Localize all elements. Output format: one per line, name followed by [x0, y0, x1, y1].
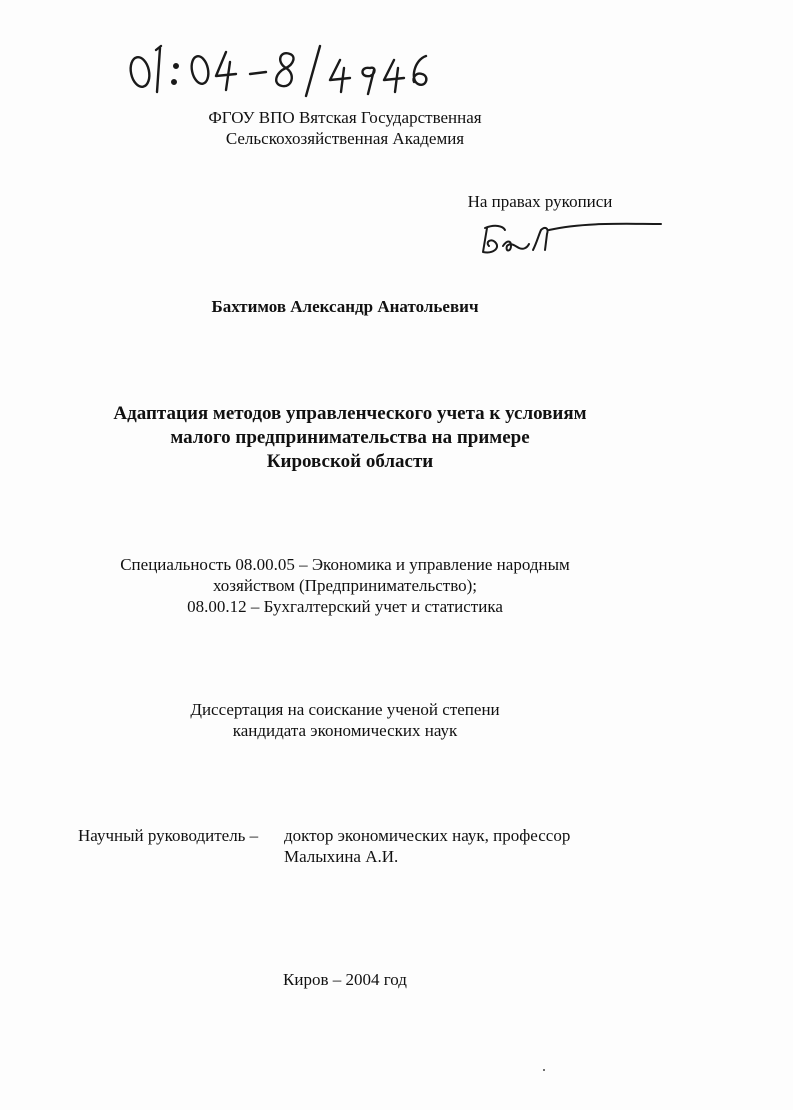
scan-speck	[543, 1069, 545, 1071]
degree-line-2: кандидата экономических наук	[232, 721, 458, 740]
handwritten-code-drawing	[120, 30, 440, 100]
specialty-line-2: хозяйством (Предпринимательство);	[212, 576, 478, 595]
degree-statement	[130, 699, 560, 741]
handwritten-archive-code	[120, 30, 440, 100]
title-line-2: малого предпринимательства на примере	[170, 427, 530, 448]
place-and-year: Киров – 2004 год	[283, 970, 407, 989]
supervisor-details	[284, 825, 570, 867]
specialty-line-3: 08.00.12 – Бухгалтерский учет и статистика	[187, 597, 503, 616]
institution-line-1: ФГОУ ВПО Вятская Государственная	[208, 108, 482, 127]
institution-name	[150, 107, 540, 149]
title-line-1: Адаптация методов управленческого учета к условиям	[113, 403, 587, 424]
degree-line-1: Диссертация на соискание ученой степени	[190, 700, 500, 719]
author-name: Бахтимов Александр Анатольевич	[211, 297, 479, 316]
institution-line-2: Сельскохозяйственная Академия	[225, 129, 465, 148]
dissertation-title	[60, 402, 640, 474]
specialty-line-1: Специальность 08.00.05 – Экономика и управление народным	[120, 555, 570, 574]
supervisor-name: Малыхина А.И.	[284, 847, 399, 866]
signature-drawing	[475, 216, 665, 260]
title-line-3: Кировской области	[266, 451, 434, 472]
manuscript-rights-note: На правах рукописи	[467, 192, 613, 211]
author-signature	[475, 216, 665, 260]
specialty-block	[80, 554, 610, 617]
supervisor-credentials: доктор экономических наук, профессор	[284, 826, 571, 845]
supervisor-label: Научный руководитель –	[78, 826, 259, 845]
